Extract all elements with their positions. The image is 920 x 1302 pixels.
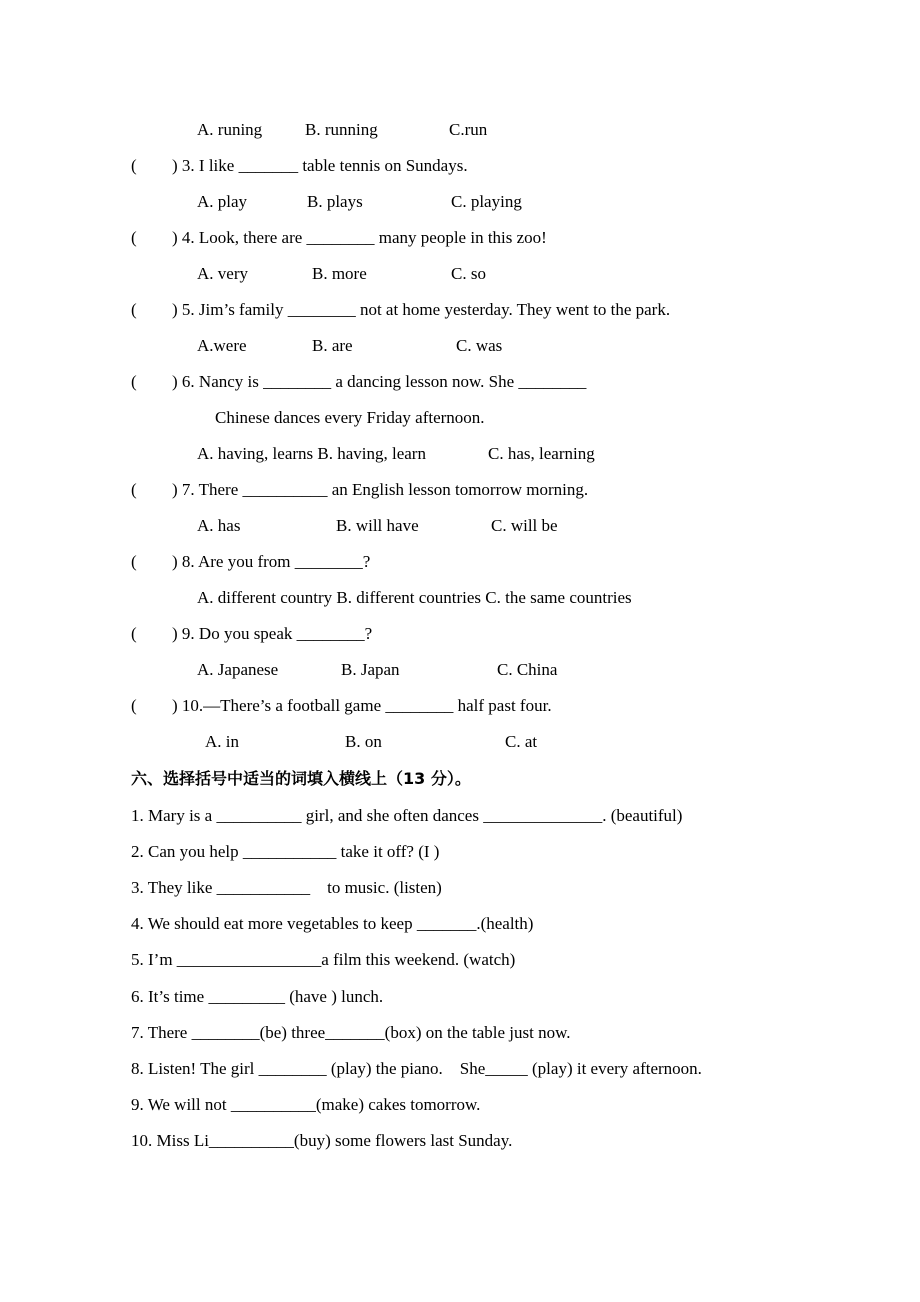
- section-heading: 六、选择括号中适当的词填入横线上（13 分）。: [131, 769, 471, 788]
- option-c: C. at: [505, 732, 538, 751]
- option-c: C. has, learning: [488, 444, 595, 463]
- option-a: A. runing: [197, 120, 263, 139]
- option-b: B. Japan: [341, 660, 400, 679]
- option-c: C.run: [449, 120, 488, 139]
- options-line: A. different country B. different countries C. the same countries: [197, 588, 632, 607]
- fill-item: 8. Listen! The girl ________ (play) the piano. She_____ (play) it every afternoon.: [131, 1059, 702, 1078]
- question-text: ) 7. There __________ an English lesson tomorrow morning.: [172, 480, 589, 499]
- option-c: C. so: [451, 264, 486, 283]
- option-c: C. playing: [451, 192, 522, 211]
- answer-bracket: (: [131, 480, 137, 499]
- option-b: B. running: [305, 120, 378, 139]
- fill-item: 7. There ________(be) three_______(box) on the table just now.: [131, 1023, 571, 1042]
- fill-item: 1. Mary is a __________ girl, and she often dances ______________. (beautiful): [131, 806, 683, 825]
- option-b: B. plays: [307, 192, 363, 211]
- fill-item: 10. Miss Li__________(buy) some flowers last Sunday.: [131, 1131, 513, 1150]
- answer-bracket: (: [131, 156, 137, 175]
- option-c: C. was: [456, 336, 503, 355]
- answer-bracket: (: [131, 696, 137, 715]
- option-a: A. Japanese: [197, 660, 279, 679]
- option-a: A.were: [197, 336, 247, 355]
- question-text: ) 4. Look, there are ________ many people in this zoo!: [172, 228, 547, 247]
- answer-bracket: (: [131, 624, 137, 643]
- fill-item: 3. They like ___________ to music. (listen): [131, 878, 442, 897]
- option-a: A. play: [197, 192, 248, 211]
- answer-bracket: (: [131, 300, 137, 319]
- question-text: ) 5. Jim’s family ________ not at home yesterday. They went to the park.: [172, 300, 671, 319]
- question-continuation: Chinese dances every Friday afternoon.: [215, 408, 485, 427]
- option-b: B. on: [345, 732, 382, 751]
- fill-item: 5. I’m _________________a film this weekend. (watch): [131, 950, 516, 969]
- question-text: ) 10.—There’s a football game ________ half past four.: [172, 696, 552, 715]
- option-b: B. will have: [336, 516, 419, 535]
- option-c: C. will be: [491, 516, 558, 535]
- option-a: A. very: [197, 264, 248, 283]
- fill-item: 6. It’s time _________ (have ) lunch.: [131, 987, 384, 1006]
- answer-bracket: (: [131, 228, 137, 247]
- option-b: B. are: [312, 336, 353, 355]
- fill-item: 2. Can you help ___________ take it off? (I ): [131, 842, 440, 861]
- option-a-b: A. having, learns B. having, learn: [197, 444, 426, 463]
- question-text: ) 9. Do you speak ________?: [172, 624, 373, 643]
- fill-item: 9. We will not __________(make) cakes tomorrow.: [131, 1095, 481, 1114]
- question-text: ) 6. Nancy is ________ a dancing lesson now. She ________: [172, 372, 587, 391]
- option-a: A. in: [205, 732, 239, 751]
- answer-bracket: (: [131, 552, 137, 571]
- option-c: C. China: [497, 660, 558, 679]
- fill-item: 4. We should eat more vegetables to keep _______.(health): [131, 914, 534, 933]
- question-text: ) 8. Are you from ________?: [172, 552, 371, 571]
- question-text: ) 3. I like _______ table tennis on Sundays.: [172, 156, 468, 175]
- option-b: B. more: [312, 264, 367, 283]
- answer-bracket: (: [131, 372, 137, 391]
- option-a: A. has: [197, 516, 241, 535]
